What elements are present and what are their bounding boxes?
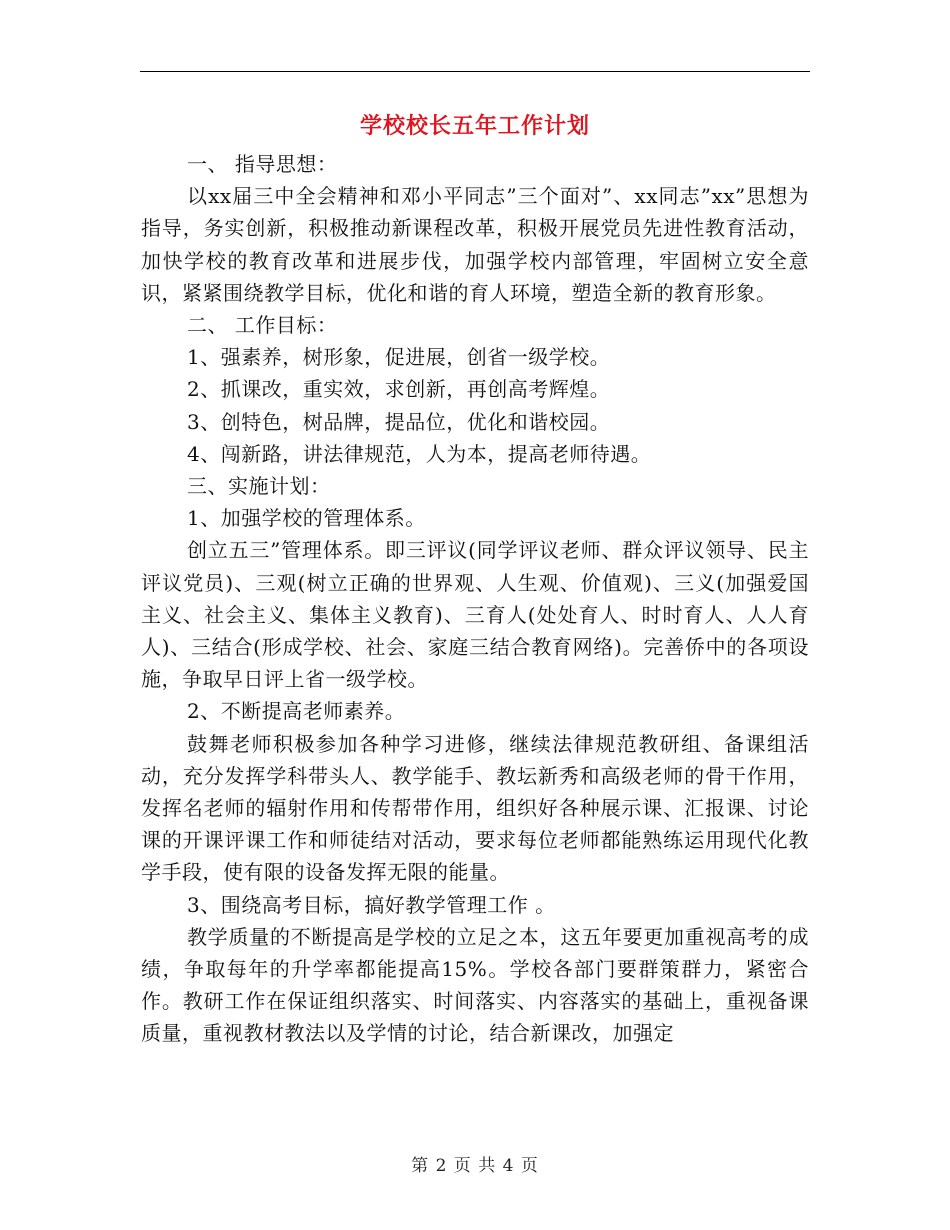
document-body — [141, 148, 809, 1050]
header-rule — [140, 71, 810, 72]
subheading-teacher-quality: 2、不断提高老师素养。 — [187, 699, 406, 724]
section-heading-guiding-ideology: 一、 指导思想： — [187, 152, 338, 176]
section-heading-implementation: 三、实施计划： — [187, 474, 331, 499]
paragraph-teacher-quality: 鼓舞老师积极参加各种学习进修，继续法律规范教研组、备课组活动，充分发挥学科带头人、教学能手、教坛新秀和高级老师的骨干作用，发挥名老师的辐射作用和传帮带作用，组织好各种展示课、汇报课、讨论课的开课评课工作和师徒结对活动，要求每位老师都能熟练运用现代化教学手段，使有限的设备发挥无限的能量。 — [141, 731, 809, 885]
goal-item-2: 2、抓课改，重实效，求创新，再创高考辉煌。 — [187, 377, 611, 402]
goal-item-4: 4、闯新路，讲法律规范，人为本，提高老师待遇。 — [187, 441, 652, 466]
goal-item-3: 3、创特色，树品牌，提品位，优化和谐校园。 — [187, 409, 611, 434]
paragraph-guiding-ideology: 以xx届三中全会精神和邓小平同志”三个面对”、xx同志”xx”思想为指导，务实创新，积极推动新课程改革，积极开展党员先进性教育活动，加快学校的教育改革和进展步伐，加强学校内部管理，牢固树立安全意识，紧紧围绕教学目标，优化和谐的育人环境，塑造全新的教育形象。 — [141, 184, 809, 305]
page-number-footer: 第 2 页 共 4 页 — [411, 1156, 539, 1176]
paragraph-management-system: 创立五三”管理体系。即三评议(同学评议老师、群众评议领导、民主评议党员)、三观(树立正确的世界观、人生观、价值观)、三义(加强爱国主义、社会主义、集体主义教育)、三育人(处处育人、时时育人、人人育人)、三结合(形成学校、社会、家庭三结合教育网络)。完善侨中的各项设施，争取早日评上省一级学校。 — [141, 538, 809, 692]
subheading-teaching-management: 3、围绕高考目标，搞好教学管理工作 。 — [187, 892, 556, 917]
goal-item-1: 1、强素养，树形象，促进展，创省一级学校。 — [187, 345, 611, 370]
subheading-management-system: 1、加强学校的管理体系。 — [187, 506, 426, 531]
page-title: 学校校长五年工作计划 — [359, 114, 590, 139]
section-heading-work-goals: 二、 工作目标： — [187, 313, 338, 338]
paragraph-teaching-management: 教学质量的不断提高是学校的立足之本，这五年要更加重视高考的成绩，争取每年的升学率都能提高15%。学校各部门要群策群力，紧密合作。教研工作在保证组织落实、时间落实、内容落实的基础上，重视备课质量，重视教材教法以及学情的讨论，结合新课改，加强定 — [141, 924, 809, 1046]
